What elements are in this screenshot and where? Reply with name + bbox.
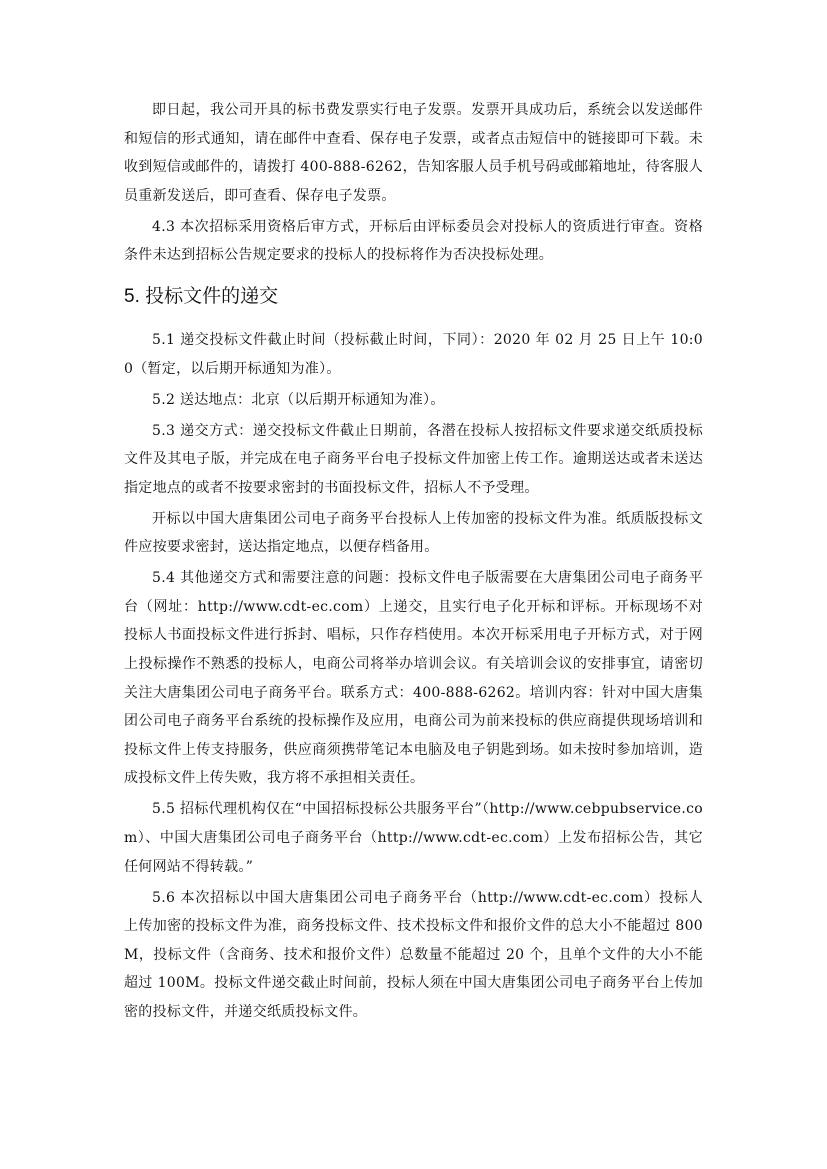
paragraph-opening-basis: 开标以中国大唐集团公司电子商务平台投标人上传加密的投标文件为准。纸质版投标文件应按要求密封，送达指定地点，以便存档备用。	[124, 510, 703, 556]
paragraph-5-1: 5.1 递交投标文件截止时间（投标截止时间，下同）：2020 年 02 月 25 日上午 10:00（暂定，以后期开标通知为准）。	[124, 331, 703, 377]
paragraph-5-4: 5.4 其他递交方式和需要注意的问题：投标文件电子版需要在大唐集团公司电子商务平台（网址：http://www.cdt-ec.com）上递交，且实行电子化开标和评标。开标现场不对投标人书面投标文件进行拆封、唱标，只作存档使用。本次开标采用电子开标方式，对于网上投标操作不熟悉的投标人，电商公司将举办培训会议。有关培训会议的安排事宜，请密切关注大唐集团公司电子商务平台。联系方式：400-888-6262。培训内容：针对中国大唐集团公司电子商务平台系统的投标操作及应用，电商公司为前来投标的供应商提供现场培训和投标文件上传支持服务，供应商须携带笔记本电脑及电子钥匙到场。如未按时参加培训，造成投标文件上传失败，我方将不承担相关责任。	[124, 570, 703, 787]
paragraph-4-3: 4.3 本次招标采用资格后审方式，开标后由评标委员会对投标人的资质进行审查。资格条件未达到招标公告规定要求的投标人的投标将作为否决投标处理。	[124, 218, 703, 264]
paragraph-5-3: 5.3 递交方式：递交投标文件截止日期前，各潜在投标人按招标文件要求递交纸质投标文件及其电子版，并完成在电子商务平台电子投标文件加密上传工作。逾期送达或者未送达指定地点的或者不按要求密封的书面投标文件，招标人不予受理。	[124, 422, 703, 496]
paragraph-5-6: 5.6 本次招标以中国大唐集团公司电子商务平台（http://www.cdt-ec.com）投标人上传加密的投标文件为准，商务投标文件、技术投标文件和报价文件的总大小不能超过 800M，投标文件（含商务、技术和报价文件）总数量不能超过 20 个，且单个文件的大小不能超过 100M。投标文件递交截止时间前，投标人须在中国大唐集团公司电子商务平台上传加密的投标文件，并递交纸质投标文件。	[124, 889, 703, 1020]
paragraph-e-invoice: 即日起，我公司开具的标书费发票实行电子发票。发票开具成功后，系统会以发送邮件和短信的形式通知，请在邮件中查看、保存电子发票，或者点击短信中的链接即可下载。未收到短信或邮件的，请拨打 400-888-6262，告知客服人员手机号码或邮箱地址，待客服人员重新发送后，即可查看、保存电子发票。	[124, 102, 703, 204]
section-heading-5: 5. 投标文件的递交	[124, 285, 279, 307]
paragraph-5-2: 5.2 送达地点：北京（以后期开标通知为准）。	[152, 391, 445, 408]
paragraph-5-5: 5.5 招标代理机构仅在“中国招标投标公共服务平台”（http://www.cebpubservice.com）、中国大唐集团公司电子商务平台（http://www.cdt-ec.com）上发布招标公告，其它任何网站不得转载。”	[124, 801, 703, 875]
document-body	[124, 96, 703, 1027]
